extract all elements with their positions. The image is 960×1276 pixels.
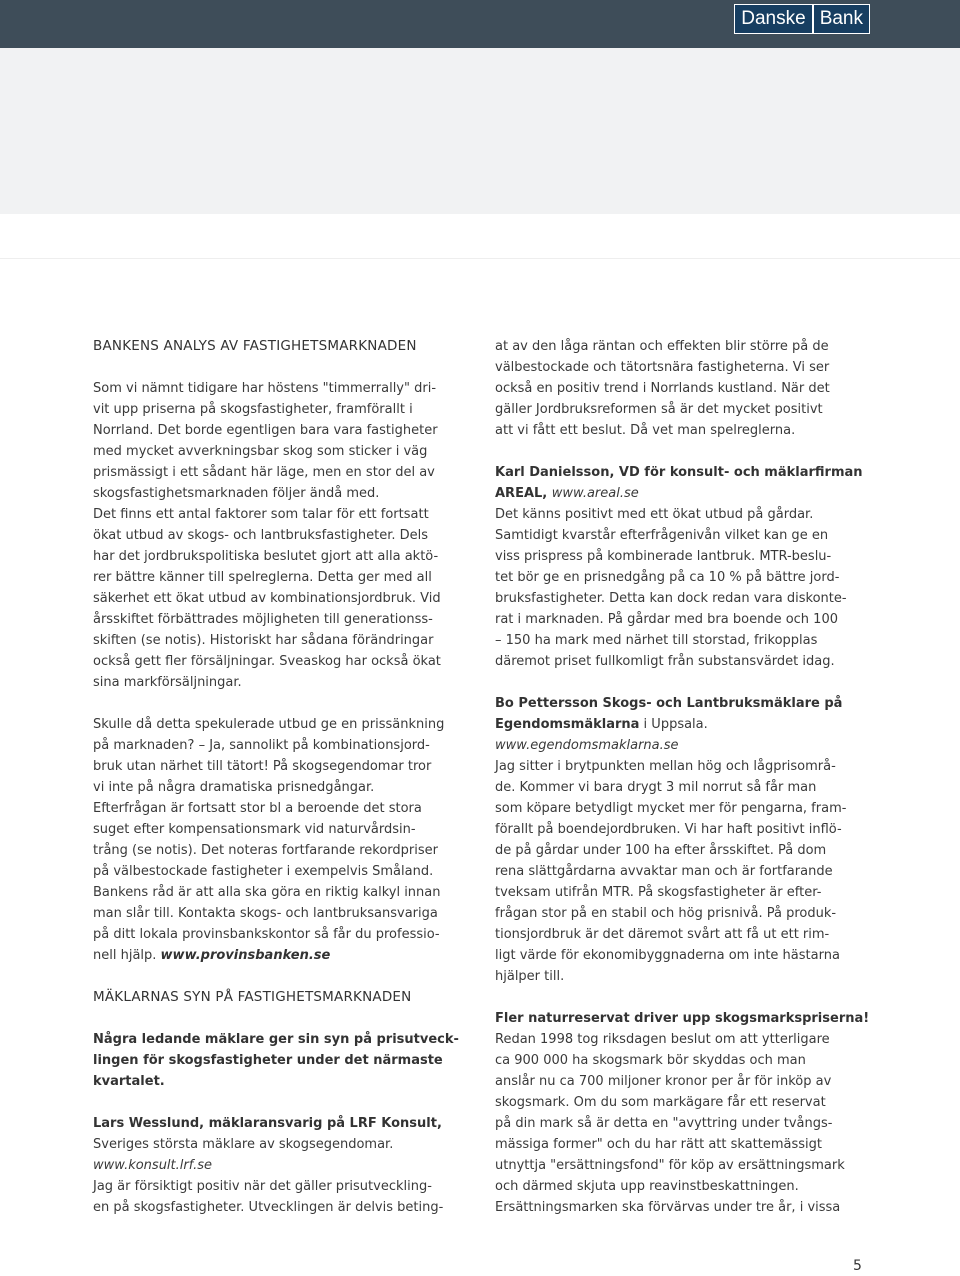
paragraph-timmerrally <box>93 378 473 504</box>
text-line: Ersättningsmarken ska förvärvas under tre år, i vissa <box>495 1200 841 1215</box>
intro-bold <box>93 1029 473 1092</box>
header-divider <box>0 258 960 259</box>
lars-text <box>93 1176 473 1218</box>
text-line: däremot priset fullkomligt från substansvärdet idag. <box>495 654 835 669</box>
text-line: som köpare betydligt mycket mer för pengarna, fram- <box>495 801 847 816</box>
text-line: Redan 1998 tog riksdagen beslut om att ytterligare <box>495 1032 830 1047</box>
text-line: ligt värde för ekonomibyggnaderna om inte hästarna <box>495 948 840 963</box>
text-line: utnyttja "ersättningsfond" för köp av ersättningsmark <box>495 1158 845 1173</box>
text-line: mässiga former" och du har rätt att skattemässigt <box>495 1137 822 1152</box>
bo-name: Bo Pettersson Skogs- och Lantbruksmäklare på <box>495 696 843 711</box>
paragraph-prissankning-last: nell hjälp. www.provinsbanken.se <box>93 948 331 963</box>
logo-word-bank: Bank <box>812 5 869 33</box>
text-line: också gett fler försäljningar. Sveaskog har också ökat <box>93 654 441 669</box>
text-line: på marknaden? – Ja, sannolikt på kombinationsjord- <box>93 738 430 753</box>
text-line: på ditt lokala provinsbankskontor så får du professio- <box>93 927 440 942</box>
text-line: Samtidigt kvarstår efterfrågenivån vilket kan ge en <box>495 528 829 543</box>
karl-text <box>495 504 875 672</box>
logo-word-danske: Danske <box>735 5 811 33</box>
text-line: skiften (se notis). Historiskt har sådana förändringar <box>93 633 434 648</box>
text-line: sina markförsäljningar. <box>93 675 242 690</box>
text-line: Jag är försiktigt positiv när det gäller prisutveckling- <box>93 1179 432 1194</box>
text-line: rat i marknaden. På gårdar med bra boende och 100 <box>495 612 838 627</box>
text-line: lingen för skogsfastigheter under det närmaste <box>93 1053 443 1068</box>
text-line: vi inte på några dramatiska prisnedgångar. <box>93 780 375 795</box>
text-line: de på gårdar under 100 ha efter årsskiftet. På dom <box>495 843 827 858</box>
text-line: skogsmark. Om du som markägare får ett reservat <box>495 1095 826 1110</box>
text-line: tet bör ge en prisnedgång på ca 10 % på bättre jord- <box>495 570 840 585</box>
danske-bank-logo <box>734 4 870 34</box>
text-line: Som vi nämnt tidigare har höstens "timmerrally" dri- <box>93 381 437 396</box>
page-number: 5 <box>853 1258 862 1274</box>
link-provinsbanken[interactable]: www.provinsbanken.se <box>160 948 331 963</box>
text-line: årsskiftet förbättrades möjligheten till generationss- <box>93 612 433 627</box>
text-line: kvartalet. <box>93 1074 165 1089</box>
text-line: säkerhet ett ökat utbud av kombinationsjordbruk. Vid <box>93 591 441 606</box>
text-line: hjälper till. <box>495 969 565 984</box>
text-line: Det finns ett antal faktorer som talar för ett fortsatt <box>93 507 429 522</box>
text-line: tveksam utifrån MTR. På skogsfastigheter är efter- <box>495 885 822 900</box>
text-line: att vi fått ett beslut. Då vet man spelreglerna. <box>495 423 796 438</box>
right-column <box>495 336 875 1218</box>
text-line: man slår till. Kontakta skogs- och lantbruksansvariga <box>93 906 438 921</box>
text-line: frågan stor på en stabil och hög prisnivå. På produk- <box>495 906 837 921</box>
text-line: at av den låga räntan och effekten blir större på de <box>495 339 829 354</box>
text-line: skogsfastighetsmarknaden följer ändå med. <box>93 486 380 501</box>
left-column <box>93 336 473 1218</box>
text-line: rena slättgårdarna avvaktar man och är fortfarande <box>495 864 833 879</box>
text-line: med mycket avverkningsbar skog som sticker i väg <box>93 444 428 459</box>
text-line: tionsjordbruk är det däremot svårt att få ut ett rim- <box>495 927 830 942</box>
karl-name: Karl Danielsson, VD för konsult- och mäklarfirman <box>495 465 863 480</box>
text-line: anslår nu ca 700 miljoner kronor per år för inköp av <box>495 1074 832 1089</box>
text-line: förallt på boendejordbruken. Vi har haft positivt inflö- <box>495 822 842 837</box>
text-line: viss prispress på kombinerade lantbruk. MTR-beslu- <box>495 549 832 564</box>
text-line: vit upp priserna på skogsfastigheter, framförallt i <box>93 402 413 417</box>
text-line: suget efter kompensationsmark vid naturvårdsin- <box>93 822 416 837</box>
text-line: har det jordbrukspolitiska beslutet gjort att alla aktö- <box>93 549 439 564</box>
text-line: Några ledande mäklare ger sin syn på prisutveck- <box>93 1032 459 1047</box>
text-line: bruk utan närhet till tätort! På skogsegendomar tror <box>93 759 432 774</box>
link-areal[interactable]: www.areal.se <box>551 486 639 501</box>
text-line: prismässigt i ett sådant här läge, men en stor del av <box>93 465 435 480</box>
link-konsult-lrf[interactable]: www.konsult.lrf.se <box>93 1158 212 1173</box>
text-line: trång (se notis). Det noteras fortfarande rekordpriser <box>93 843 438 858</box>
text-line: bruksfastigheter. Detta kan dock redan vara diskonte- <box>495 591 847 606</box>
text-line: Skulle då detta spekulerade utbud ge en prissänkning <box>93 717 445 732</box>
text-line: gäller Jordbruksreformen så är det mycket positivt <box>495 402 823 417</box>
text-line: en på skogsfastigheter. Utvecklingen är delvis beting- <box>93 1200 444 1215</box>
text-line: ökat utbud av skogs- och lantbruksfastigheter. Dels <box>93 528 429 543</box>
text-line: rer bättre känner till spelreglerna. Detta ger med all <box>93 570 432 585</box>
text-line: Bankens råd är att alla ska göra en riktig kalkyl innan <box>93 885 441 900</box>
link-egendomsmaklarna[interactable]: www.egendomsmaklarna.se <box>495 738 679 753</box>
text-line: – 150 ha mark med närhet till storstad, frikopplas <box>495 633 818 648</box>
text-line: välbestockade och tätortsnära fastigheterna. Vi ser <box>495 360 830 375</box>
karl-company-line: AREAL, www.areal.se <box>495 486 639 501</box>
heading-maklarnas-syn: MÄKLARNAS SYN PÅ FASTIGHETSMARKNADEN <box>93 989 412 1005</box>
text-line: Norrland. Det borde egentligen bara vara fastigheter <box>93 423 438 438</box>
text-line: på din mark så är detta en "avyttring under tvångs- <box>495 1116 833 1131</box>
bo-text <box>495 756 875 987</box>
paragraph-faktorer <box>93 504 473 693</box>
header-grey-band <box>0 48 960 214</box>
heading-bank-analysis: BANKENS ANALYS AV FASTIGHETSMARKNADEN <box>93 338 417 354</box>
lars-title: Sveriges största mäklare av skogsegendomar. <box>93 1137 394 1152</box>
text-line: de. Kommer vi bara drygt 3 mil norrut så får man <box>495 780 817 795</box>
text-line: på välbestockade fastigheter i exempelvis Småland. <box>93 864 434 879</box>
bo-company-line: Egendomsmäklarna i Uppsala. <box>495 717 708 732</box>
text-line: också en positiv trend i Norrlands kustland. När det <box>495 381 830 396</box>
paragraph-prissankning <box>93 714 473 945</box>
text-line: Jag sitter i brytpunkten mellan hög och lågprisområ- <box>495 759 836 774</box>
lars-name: Lars Wesslund, mäklaransvarig på LRF Konsult, <box>93 1116 442 1131</box>
text-line: Efterfrågan är fortsatt stor bl a beroende det stora <box>93 801 422 816</box>
lars-text-continued <box>495 336 875 441</box>
heading-naturreservat: Fler naturreservat driver upp skogsmarkspriserna! <box>495 1011 870 1026</box>
text-line: Det känns positivt med ett ökat utbud på gårdar. <box>495 507 814 522</box>
top-bar <box>0 0 960 48</box>
text-line: och därmed skjuta upp reavinstbeskattningen. <box>495 1179 799 1194</box>
text-line: ca 900 000 ha skogsmark bör skyddas och man <box>495 1053 806 1068</box>
paragraph-naturreservat <box>495 1029 875 1218</box>
